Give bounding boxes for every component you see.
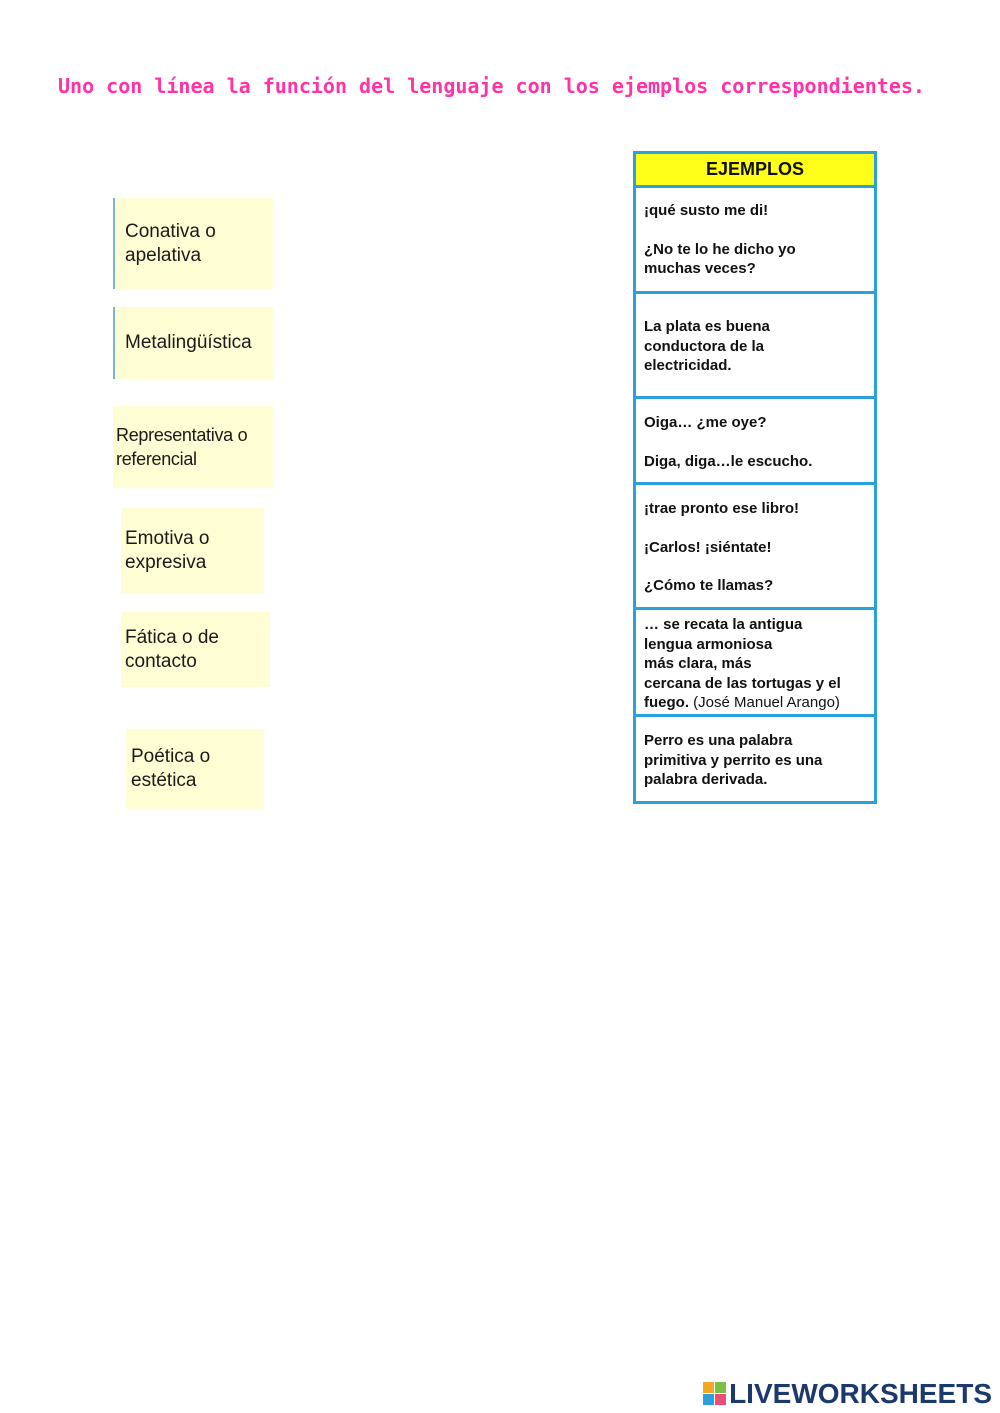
example-line: ¿Cómo te llamas? xyxy=(644,577,774,594)
example-credit: (José Manuel Arango) xyxy=(693,694,840,711)
example-line: ¡qué susto me di! xyxy=(644,202,769,219)
logo-block xyxy=(715,1394,726,1405)
instruction-text: Uno con línea la función del lenguaje con los ejemplos correspondientes. xyxy=(58,74,925,98)
example-line: ¡trae pronto ese libro! xyxy=(644,500,800,517)
function-box-fatica[interactable] xyxy=(121,612,270,687)
examples-table xyxy=(633,151,877,804)
example-line: ¿No te lo he dicho yo xyxy=(644,240,796,258)
function-label: Poética o xyxy=(131,746,211,767)
example-line: conductora de la xyxy=(644,337,765,355)
example-line: … se recata la antigua xyxy=(644,616,803,633)
example-row[interactable] xyxy=(636,188,874,294)
function-box-metalinguistica[interactable] xyxy=(113,307,273,379)
function-label: referencial xyxy=(116,449,197,469)
example-row[interactable] xyxy=(636,485,874,610)
logo-block xyxy=(715,1382,726,1393)
function-label: Metalingüística xyxy=(125,332,252,353)
function-label: Emotiva o xyxy=(125,528,210,549)
function-box-conativa[interactable] xyxy=(113,198,273,289)
function-label: Conativa o xyxy=(125,220,216,242)
example-line: Oiga… ¿me oye? xyxy=(644,414,767,431)
example-row[interactable] xyxy=(636,294,874,399)
example-line: Diga, diga…le escucho. xyxy=(644,452,813,470)
example-line: primitiva y perrito es una xyxy=(644,751,823,769)
example-row[interactable] xyxy=(636,399,874,485)
example-line: lengua armoniosa xyxy=(644,635,773,653)
function-label: expresiva xyxy=(125,552,207,573)
function-label: apelativa xyxy=(125,244,202,266)
example-line: Perro es una palabra xyxy=(644,732,793,749)
function-box-emotiva[interactable] xyxy=(121,508,264,594)
liveworksheets-logo xyxy=(703,1378,992,1410)
function-box-representativa[interactable] xyxy=(113,406,273,488)
function-label: Representativa o xyxy=(116,425,248,445)
example-line-end: fuego. xyxy=(644,694,689,711)
example-line: palabra derivada. xyxy=(644,771,768,788)
example-line: más clara, más xyxy=(644,655,752,672)
function-label: contacto xyxy=(125,650,197,672)
example-row[interactable] xyxy=(636,717,874,801)
example-line: La plata es buena xyxy=(644,318,770,335)
example-line: cercana de las tortugas y el xyxy=(644,674,841,692)
example-line: electricidad. xyxy=(644,357,732,374)
logo-block xyxy=(703,1382,714,1393)
example-row[interactable] xyxy=(636,610,874,717)
example-line: muchas veces? xyxy=(644,260,756,277)
function-label: estética xyxy=(131,770,197,791)
example-line: ¡Carlos! ¡siéntate! xyxy=(644,538,772,556)
logo-text: LIVEWORKSHEETS xyxy=(729,1378,992,1409)
example-line xyxy=(644,693,870,713)
examples-header: EJEMPLOS xyxy=(636,154,874,188)
function-label: Fática o de xyxy=(125,626,219,648)
logo-block xyxy=(703,1394,714,1405)
logo-blocks-icon xyxy=(703,1382,727,1406)
function-box-poetica[interactable] xyxy=(126,729,264,809)
